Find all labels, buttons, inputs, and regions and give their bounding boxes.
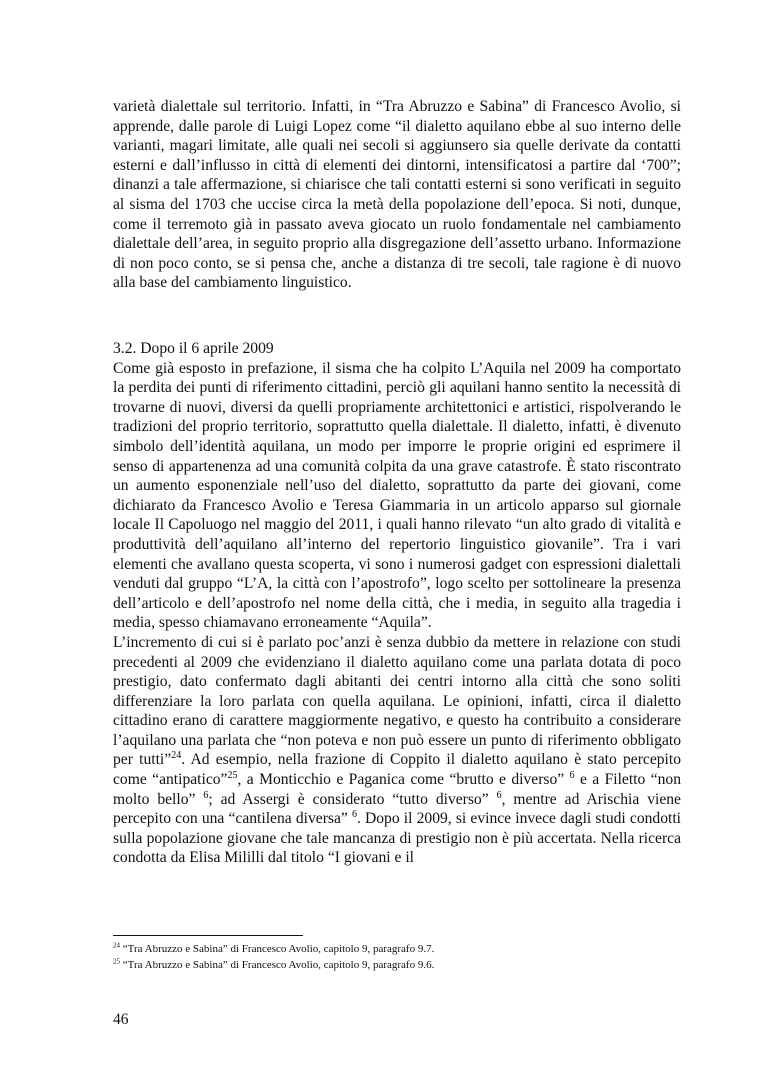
footnotes — [113, 941, 681, 973]
section-3-2 — [113, 339, 681, 868]
paragraph-text: ; ad Assergi è considerato “tutto diverso” — [208, 790, 497, 808]
footnote — [113, 957, 681, 973]
footnote — [113, 941, 681, 957]
body-text-top — [113, 97, 681, 293]
paragraph-text: , mentre ad Arischia viene percepito con una “cantilena diversa” — [113, 790, 681, 828]
footnote-text: “Tra Abruzzo e Sabina” di Francesco Avolio, capitolo 9, paragrafo 9.6. — [120, 959, 435, 971]
footnote-ref: 25 — [227, 769, 238, 781]
paragraph — [113, 633, 681, 868]
footnote-mark: 25 — [113, 957, 120, 966]
footnote-mark: 24 — [113, 941, 120, 950]
paragraph-text: , a Monticchio e Paganica come “brutto e diverso” — [237, 771, 570, 789]
paragraph: varietà dialettale sul territorio. Infatti, in “Tra Abruzzo e Sabina” di Francesco Avolio, si apprende, dalle parole di Luigi Lopez come “il dialetto aquilano ebbe al suo interno delle varianti, magari limitate, alle quali nei secoli si aggiunsero sia quelle derivate da contatti esterni e dall’influsso in città di elementi dei dintorni, intensificatosi a partire dal ‘700”; dinanzi a tale affermazione, si chiarisce che tali contatti esterni si sono verificati in seguito al sisma del 1703 che uccise circa la metà della popolazione dell’epoca. Si noti, dunque, come il terremoto già in passato aveva giocato un ruolo fondamentale nel cambiamento dialettale dell’area, in seguito proprio alla disgregazione dell’assetto urbano. Informazione di non poco conto, se si pensa che, anche a distanza di tre secoli, tale ragione è di nuovo alla base del cambiamento linguistico. — [113, 98, 681, 292]
paragraph-text: . Ad esempio, nella frazione di Coppito il dialetto aquilano è stato percepito come “antipatico” — [113, 751, 682, 789]
footnote-ref: 6 — [203, 789, 209, 801]
footnote-text: “Tra Abruzzo e Sabina” di Francesco Avolio, capitolo 9, paragrafo 9.7. — [120, 943, 435, 955]
paragraph-text: e a Filetto “non molto bello” — [113, 771, 681, 808]
paragraph: Come già esposto in prefazione, il sisma che ha colpito L’Aquila nel 2009 ha comportato la perdita dei punti di riferimento cittadini, perciò gli aquilani hanno sentito la necessità di trovarne di nuovi, diversi da quelli propriamente architettonici e artistici, rispolverando le tradizioni del proprio territorio, soprattutto quella dialettale. Il dialetto, infatti, è divenuto simbolo dell’identità aquilana, un modo per imporre le proprie origini ed esprimere il senso di appartenenza ad una comunità colpita da una grave catastrofe. È stato riscontrato un aumento esponenziale nell’uso del dialetto, soprattutto da parte dei giovani, come dichiarato da Francesco Avolio e Teresa Giammaria in un articolo apparso sul giornale locale Il Capoluogo nel maggio del 2011, i quali hanno rilevato “un alto grado di vitalità e produttività dell’aquilano all’interno del repertorio linguistico giovanile”. Tra i vari elementi che avallano questa scoperta, vi sono i numerosi gadget con espressioni dialettali venduti dal gruppo “L’A, la città con l’apostrofo”, logo scelto per sottolineare la presenza dell’articolo e dell’apostrofo nel nome della città, che i media, in seguito alla tragedia i media, spesso chiamavano erroneamente “Aquila”. — [113, 359, 681, 632]
footnote-ref: 6 — [496, 789, 502, 801]
paragraph-text: . Dopo il 2009, si evince invece dagli studi condotti sulla popolazione giovane che tale mancanza di prestigio non è più accertata. Nella ricerca condotta da Elisa Mililli dal titolo “I giovani e il — [113, 810, 682, 867]
footnote-ref: 6 — [351, 809, 357, 821]
page-number: 46 — [113, 1011, 129, 1028]
footnote-divider — [113, 935, 303, 936]
footnote-ref: 24 — [171, 750, 182, 762]
footnote-ref: 6 — [569, 769, 575, 781]
section-heading: 3.2. Dopo il 6 aprile 2009 — [113, 340, 274, 357]
paragraph-text: L’incremento di cui si è parlato poc’anzi è senza dubbio da mettere in relazione con studi precedenti al 2009 che evidenziano il dialetto aquilano come una parlata dotata di poco prestigio, dato confermato dagli abitanti dei centri intorno alla città che sono soliti differenziare la loro parlata con quella aquilana. Le opinioni, infatti, circa il dialetto cittadino erano di carattere maggiormente negativo, e questo ha contribuito a considerare l’aquilano una parlata che “non poteva e non può essere un punto di riferimento obbligato per tutti” — [113, 633, 681, 769]
